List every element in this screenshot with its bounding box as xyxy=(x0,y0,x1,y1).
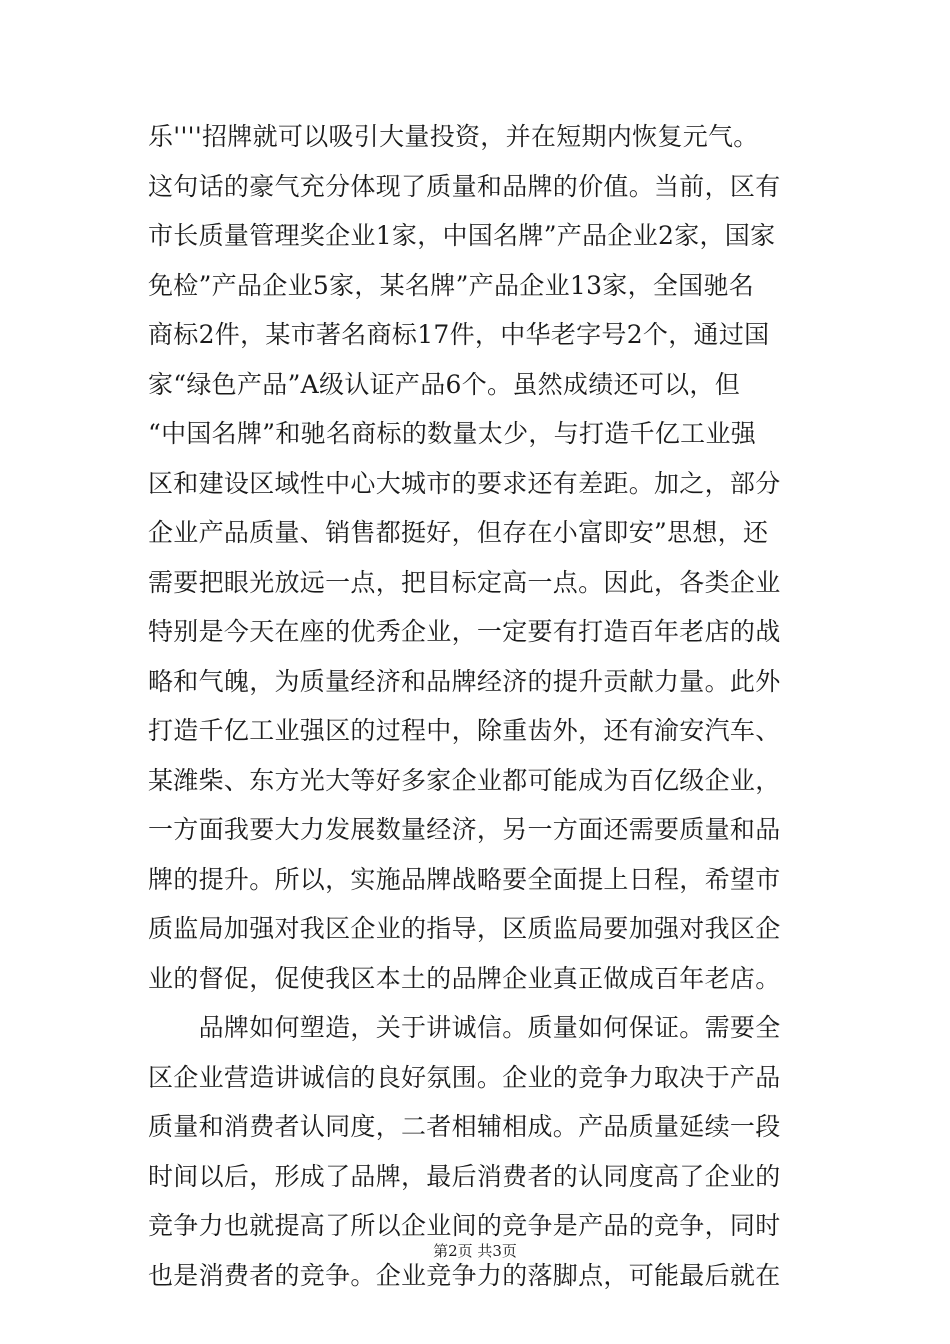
text-line: 质监局加强对我区企业的指导，区质监局要加强对我区企 xyxy=(148,914,781,943)
text-line: 业的督促，促使我区本土的品牌企业真正做成百年老店。 xyxy=(148,963,781,993)
text-line: 略和气魄，为质量经济和品牌经济的提升贡献力量。此外 xyxy=(148,666,781,696)
text-line: 质量和消费者认同度，二者相辅相成。产品质量延续一段 xyxy=(148,1112,781,1141)
text-line: 特别是今天在座的优秀企业，一定要有打造百年老店的战 xyxy=(148,617,781,646)
text-line: 一方面我要大力发展数量经济，另一方面还需要质量和品 xyxy=(148,815,781,844)
text-line: 需要把眼光放远一点，把目标定高一点。因此，各类企业 xyxy=(148,567,781,597)
text-line: 区和建设区域性中心大城市的要求还有差距。加之，部分 xyxy=(148,468,781,498)
text-line: “中国名牌”和驰名商标的数量太少，与打造千亿工业强 xyxy=(148,419,757,448)
paragraph-start-line: 品牌如何塑造，关于讲诚信。质量如何保证。需要全 xyxy=(148,1013,781,1042)
text-line: 打造千亿工业强区的过程中，除重齿外，还有渝安汽车、 xyxy=(148,716,781,745)
text-line: 这句话的豪气充分体现了质量和品牌的价值。当前，区有 xyxy=(148,171,781,201)
text-line: 区企业营造讲诚信的良好氛围。企业的竞争力取决于产品 xyxy=(148,1062,781,1092)
text-line: 也是消费者的竞争。企业竞争力的落脚点，可能最后就在 xyxy=(148,1260,781,1290)
text-line: 牌的提升。所以，实施品牌战略要全面提上日程，希望市 xyxy=(148,864,781,894)
text-line: 企业产品质量、销售都挺好，但存在小富即安”思想，还 xyxy=(148,518,769,547)
text-line: 乐''''招牌就可以吸引大量投资，并在短期内恢复元气。 xyxy=(148,122,759,151)
body-text xyxy=(148,112,808,1300)
text-line: 商标2件，某市著名商标17件，中华老字号2个，通过国 xyxy=(148,320,770,349)
text-line: 某潍柴、东方光大等好多家企业都可能成为百亿级企业， xyxy=(148,765,781,795)
page-number-footer: 第2页 共3页 xyxy=(433,1242,517,1260)
text-line: 时间以后，形成了品牌，最后消费者的认同度高了企业的 xyxy=(148,1161,781,1191)
text-line: 市长质量管理奖企业1家，中国名牌”产品企业2家，国家 xyxy=(148,221,776,250)
text-line: 免检”产品企业5家，某名牌”产品企业13家，全国驰名 xyxy=(148,270,755,300)
text-line: 竞争力也就提高了所以企业间的竞争是产品的竞争，同时 xyxy=(148,1211,781,1240)
text-line: 家“绿色产品”A级认证产品6个。虽然成绩还可以，但 xyxy=(148,369,741,399)
